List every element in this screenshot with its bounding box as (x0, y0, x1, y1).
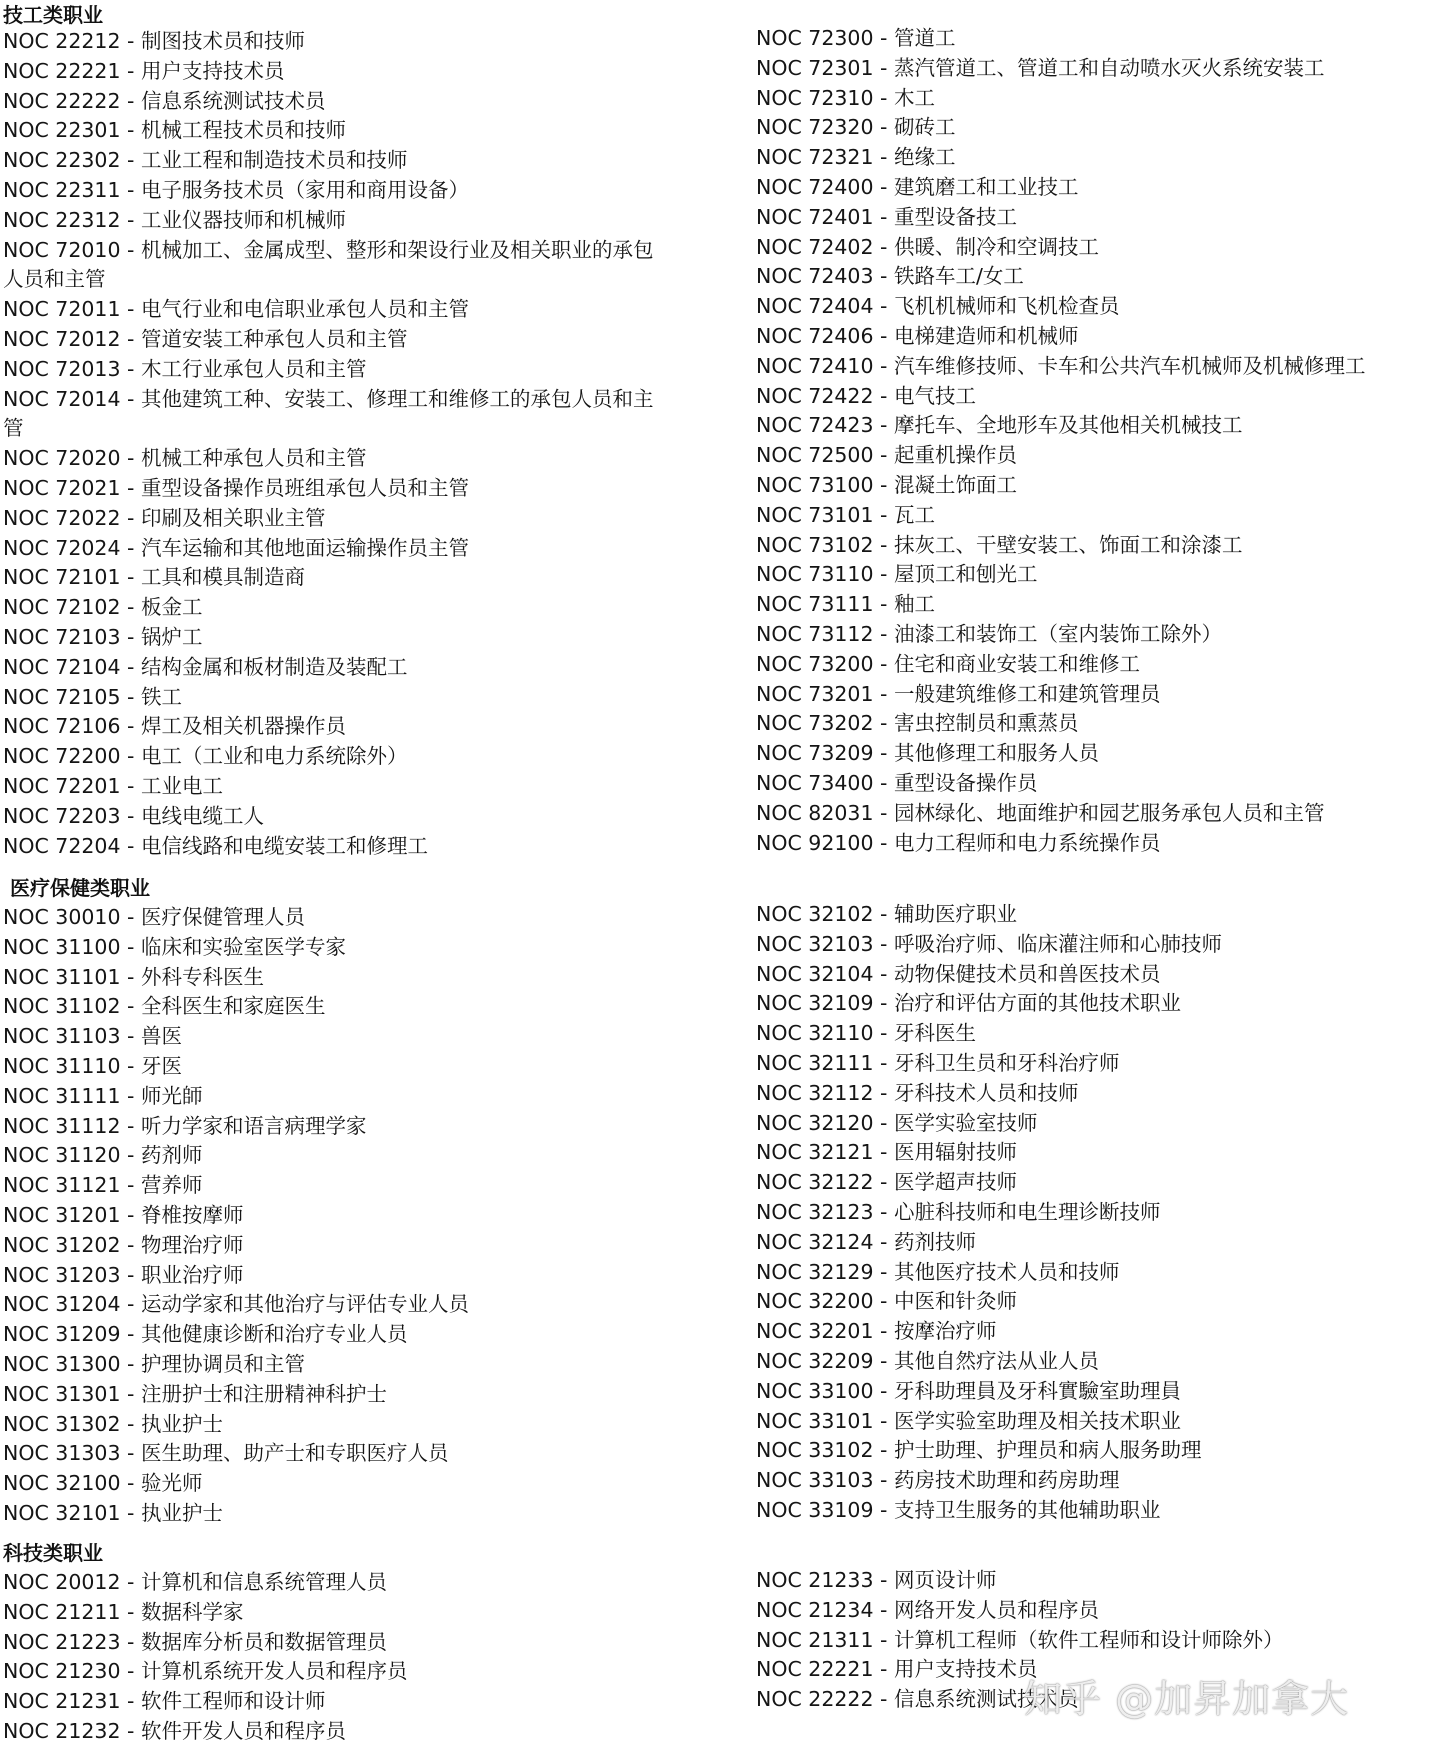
occupation-item: NOC 72404 - 飞机机械师和飞机检查员 (756, 294, 1120, 319)
tech-list-left (3, 1568, 407, 1747)
occupation-item: NOC 72106 - 焊工及相关机器操作员 (3, 714, 346, 739)
occupation-item: NOC 73201 - 一般建筑维修工和建筑管理员 (756, 681, 1161, 706)
occupation-item: NOC 32200 - 中医和针灸师 (756, 1289, 1017, 1314)
occupation-item: NOC 73112 - 油漆工和装饰工（室内装饰工除外） (756, 621, 1222, 646)
occupation-item: NOC 31301 - 注册护士和注册精神科护士 (3, 1381, 387, 1406)
occupation-item: NOC 22221 - 用户支持技术员 (756, 1657, 1038, 1682)
occupation-item: NOC 72103 - 锅炉工 (3, 624, 203, 649)
occupation-item: NOC 21211 - 数据科学家 (3, 1599, 244, 1624)
occupation-item: NOC 32201 - 按摩治疗师 (756, 1319, 997, 1344)
occupation-item: NOC 31100 - 临床和实验室医学专家 (3, 934, 346, 959)
occupation-item: NOC 31201 - 脊椎按摩师 (3, 1202, 244, 1227)
occupation-item: NOC 73209 - 其他修理工和服务人员 (756, 741, 1099, 766)
occupation-item: NOC 33102 - 护士助理、护理员和病人服务助理 (756, 1438, 1202, 1463)
occupation-item: NOC 73400 - 重型设备操作员 (756, 770, 1038, 795)
occupation-item: NOC 72402 - 供暖、制冷和空调技工 (756, 234, 1099, 259)
occupation-item: NOC 21230 - 计算机系统开发人员和程序员 (3, 1659, 408, 1684)
occupation-item: NOC 21232 - 软件开发人员和程序员 (3, 1718, 346, 1743)
occupation-item: NOC 72101 - 工具和模具制造商 (3, 565, 305, 590)
trades-list-left (3, 27, 673, 861)
occupation-item: NOC 72010 - 机械加工、金属成型、整形和架设行业及相关职业的承包人员和主管 (3, 237, 654, 292)
occupation-item: NOC 31102 - 全科医生和家庭医生 (3, 994, 326, 1019)
occupation-item: NOC 73200 - 住宅和商业安装工和维修工 (756, 651, 1140, 676)
occupation-item: NOC 72301 - 蒸汽管道工、管道工和自动喷水灭火系统安装工 (756, 55, 1325, 80)
occupation-item: NOC 82031 - 园林绿化、地面维护和园艺服务承包人员和主管 (756, 800, 1325, 825)
section-heading-tech: 科技类职业 (3, 1541, 103, 1565)
occupation-item: NOC 72024 - 汽车运输和其他地面运输操作员主管 (3, 535, 469, 560)
occupation-item: NOC 21231 - 软件工程师和设计师 (3, 1689, 326, 1714)
occupation-item: NOC 32100 - 验光师 (3, 1471, 203, 1496)
occupation-item: NOC 22221 - 用户支持技术员 (3, 58, 285, 83)
occupation-item: NOC 73111 - 釉工 (756, 592, 935, 617)
occupation-item: NOC 72310 - 木工 (756, 85, 935, 110)
occupation-item: NOC 33109 - 支持卫生服务的其他辅助职业 (756, 1497, 1161, 1522)
occupation-item: NOC 22222 - 信息系统测试技术员 (3, 88, 326, 113)
occupation-item: NOC 31110 - 牙医 (3, 1053, 182, 1078)
occupation-item: NOC 72011 - 电气行业和电信职业承包人员和主管 (3, 297, 469, 322)
occupation-item: NOC 32209 - 其他自然疗法从业人员 (756, 1348, 1099, 1373)
trades-list-right (756, 24, 1365, 858)
occupation-item: NOC 21233 - 网页设计师 (756, 1568, 997, 1592)
occupation-item: NOC 21311 - 计算机工程师（软件工程师和设计师除外） (756, 1627, 1284, 1652)
occupation-item: NOC 31300 - 护理协调员和主管 (3, 1351, 305, 1376)
occupation-item: NOC 22212 - 制图技术员和技师 (3, 29, 305, 53)
occupation-item: NOC 72321 - 绝缘工 (756, 145, 956, 170)
occupation-item: NOC 32123 - 心脏科技师和电生理诊断技师 (756, 1199, 1161, 1224)
occupation-item: NOC 72012 - 管道安装工种承包人员和主管 (3, 326, 408, 351)
occupation-item: NOC 31302 - 执业护士 (3, 1411, 223, 1436)
occupation-item: NOC 72204 - 电信线路和电缆安装工和修理工 (3, 833, 428, 858)
occupation-item: NOC 32102 - 辅助医疗职业 (756, 902, 1017, 926)
occupation-item: NOC 72400 - 建筑磨工和工业技工 (756, 174, 1079, 199)
occupation-item: NOC 31103 - 兽医 (3, 1024, 182, 1049)
healthcare-list-right (756, 900, 1222, 1526)
occupation-item: NOC 72423 - 摩托车、全地形车及其他相关机械技工 (756, 413, 1243, 438)
occupation-item: NOC 72201 - 工业电工 (3, 773, 223, 798)
occupation-item: NOC 21223 - 数据库分析员和数据管理员 (3, 1629, 387, 1654)
occupation-item: NOC 72422 - 电气技工 (756, 383, 976, 408)
occupation-item: NOC 32101 - 执业护士 (3, 1500, 223, 1525)
occupation-item: NOC 72406 - 电梯建造师和机械师 (756, 323, 1079, 348)
occupation-item: NOC 73202 - 害虫控制员和熏蒸员 (756, 711, 1079, 736)
occupation-item: NOC 33100 - 牙科助理員及牙科實驗室助理員 (756, 1378, 1181, 1403)
occupation-item: NOC 72300 - 管道工 (756, 26, 956, 50)
occupation-item: NOC 92100 - 电力工程师和电力系统操作员 (756, 830, 1161, 855)
occupation-item: NOC 72104 - 结构金属和板材制造及装配工 (3, 654, 408, 679)
zhihu-watermark: 知乎 @加昇加拿大 (1024, 1677, 1350, 1721)
occupation-item: NOC 72102 - 板金工 (3, 595, 203, 620)
occupation-item: NOC 72020 - 机械工种承包人员和主管 (3, 446, 367, 471)
occupation-item: NOC 72320 - 砌砖工 (756, 115, 956, 140)
occupation-item: NOC 31204 - 运动学家和其他治疗与评估专业人员 (3, 1292, 469, 1317)
occupation-item: NOC 32104 - 动物保健技术员和兽医技术员 (756, 961, 1161, 986)
occupation-item: NOC 72401 - 重型设备技工 (756, 204, 1017, 229)
section-heading-trades: 技工类职业 (3, 3, 103, 27)
occupation-item: NOC 33103 - 药房技术助理和药房助理 (756, 1468, 1120, 1493)
occupation-item: NOC 30010 - 医疗保健管理人员 (3, 905, 305, 929)
occupation-item: NOC 73110 - 屋顶工和刨光工 (756, 562, 1038, 587)
occupation-item: NOC 32129 - 其他医疗技术人员和技师 (756, 1259, 1120, 1284)
occupation-item: NOC 33101 - 医学实验室助理及相关技术职业 (756, 1408, 1181, 1433)
occupation-item: NOC 72013 - 木工行业承包人员和主管 (3, 356, 367, 381)
occupation-item: NOC 22302 - 工业工程和制造技术员和技师 (3, 148, 408, 173)
occupation-item: NOC 72105 - 铁工 (3, 684, 182, 709)
occupation-item: NOC 72014 - 其他建筑工种、安装工、修理工和维修工的承包人员和主管 (3, 386, 654, 441)
occupation-item: NOC 72403 - 铁路车工/女工 (756, 264, 1024, 289)
occupation-item: NOC 31121 - 营养师 (3, 1173, 203, 1198)
occupation-item: NOC 73102 - 抹灰工、干壁安装工、饰面工和涂漆工 (756, 532, 1243, 557)
occupation-item: NOC 72410 - 汽车维修技师、卡车和公共汽车机械师及机械修理工 (756, 353, 1366, 378)
occupation-item: NOC 32120 - 医学实验室技师 (756, 1110, 1038, 1135)
occupation-item: NOC 31202 - 物理治疗师 (3, 1232, 244, 1257)
occupation-item: NOC 32124 - 药剂技师 (756, 1229, 976, 1254)
occupation-item: NOC 32111 - 牙科卫生员和牙科治疗师 (756, 1050, 1120, 1075)
occupation-item: NOC 31203 - 职业治疗师 (3, 1262, 244, 1287)
occupation-item: NOC 31111 - 师光師 (3, 1083, 203, 1108)
occupation-item: NOC 31101 - 外科专科医生 (3, 964, 264, 989)
occupation-item: NOC 73101 - 瓦工 (756, 502, 935, 527)
occupation-item: NOC 72500 - 起重机操作员 (756, 443, 1017, 468)
healthcare-list-left (3, 903, 469, 1529)
occupation-item: NOC 32110 - 牙科医生 (756, 1021, 976, 1046)
occupation-item: NOC 22222 - 信息系统测试技术员 (756, 1687, 1079, 1712)
occupation-item: NOC 21234 - 网络开发人员和程序员 (756, 1597, 1099, 1622)
section-heading-healthcare: 医疗保健类职业 (10, 876, 150, 900)
occupation-item: NOC 31120 - 药剂师 (3, 1143, 203, 1168)
occupation-item: NOC 32103 - 呼吸治疗师、临床灌注师和心肺技师 (756, 931, 1222, 956)
occupation-item: NOC 32121 - 医用辐射技师 (756, 1140, 1017, 1165)
occupation-item: NOC 31209 - 其他健康诊断和治疗专业人员 (3, 1322, 408, 1347)
occupation-item: NOC 72022 - 印刷及相关职业主管 (3, 505, 326, 530)
occupation-item: NOC 32122 - 医学超声技师 (756, 1170, 1017, 1195)
occupation-item: NOC 72200 - 电工（工业和电力系统除外） (3, 744, 408, 769)
occupation-item: NOC 22312 - 工业仪器技师和机械师 (3, 207, 346, 232)
occupation-item: NOC 32112 - 牙科技术人员和技师 (756, 1080, 1079, 1105)
occupation-item: NOC 73100 - 混凝土饰面工 (756, 472, 1017, 497)
occupation-item: NOC 22311 - 电子服务技术员（家用和商用设备） (3, 177, 469, 202)
occupation-item: NOC 31303 - 医生助理、助产士和专职医疗人员 (3, 1441, 449, 1466)
occupation-item: NOC 20012 - 计算机和信息系统管理人员 (3, 1570, 387, 1594)
occupation-item: NOC 72021 - 重型设备操作员班组承包人员和主管 (3, 475, 469, 500)
occupation-item: NOC 31112 - 听力学家和语言病理学家 (3, 1113, 367, 1138)
occupation-item: NOC 72203 - 电线电缆工人 (3, 803, 264, 828)
occupation-item: NOC 32109 - 治疗和评估方面的其他技术职业 (756, 991, 1181, 1016)
occupation-item: NOC 22301 - 机械工程技术员和技师 (3, 118, 346, 143)
